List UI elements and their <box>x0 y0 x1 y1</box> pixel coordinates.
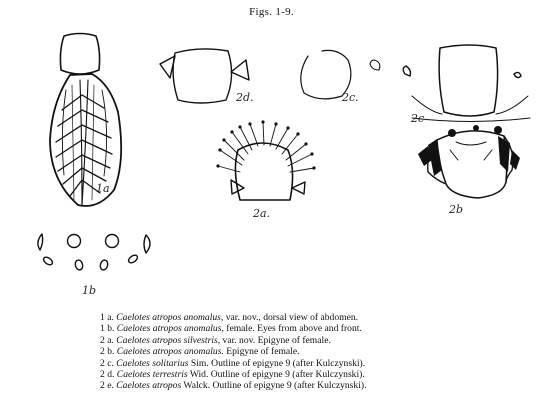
label-2c-mid: 2c <box>411 112 425 125</box>
figure-legend <box>100 312 540 392</box>
legend-item: 2 d. Caelotes terrestris Wid. Outline of epigyne 9 (after Kulczynski). <box>100 369 365 381</box>
legend-item: 1 a. Caelotes atropos anomalus, var. nov., dorsal view of abdomen. <box>100 312 359 323</box>
legend-item: 2 c. Caelotes solitarius Sim. Outline of epigyne 9 (after Kulczynski). <box>100 357 366 369</box>
label-2a: 2a. <box>253 207 271 220</box>
label-1a: 1a <box>96 182 110 195</box>
legend-item: 2 e. Caelotes atropos Walck. Outline of epigyne 9 (after Kulczynski). <box>100 380 367 392</box>
plate-title: Figs. 1-9. <box>249 6 294 18</box>
figure-1a-abdomen-drawing <box>50 34 121 207</box>
legend-item: 2 a. Caelotes atropos silvestris, var. nov. Epigyne of female. <box>100 334 331 346</box>
figure-2c-epigyne-drawing <box>403 45 530 122</box>
label-2b: 2b <box>449 203 464 216</box>
label-2d: 2d. <box>236 91 254 104</box>
label-1b: 1b <box>82 284 97 297</box>
label-2c-upper: 2c. <box>342 91 359 104</box>
figure-2b-epigyne-drawing <box>418 125 520 198</box>
legend-item: 1 b. Caelotes atropos anomalus, female. Eyes from above and front. <box>100 323 362 335</box>
figure-1b-eyes-drawing <box>38 234 150 271</box>
legend-item: 2 b. Caelotes atropos anomalus. Epigyne of female. <box>100 346 300 358</box>
figure-2e-epigyne-outline <box>301 50 380 98</box>
figure-2a-epigyne-drawing <box>216 120 315 200</box>
